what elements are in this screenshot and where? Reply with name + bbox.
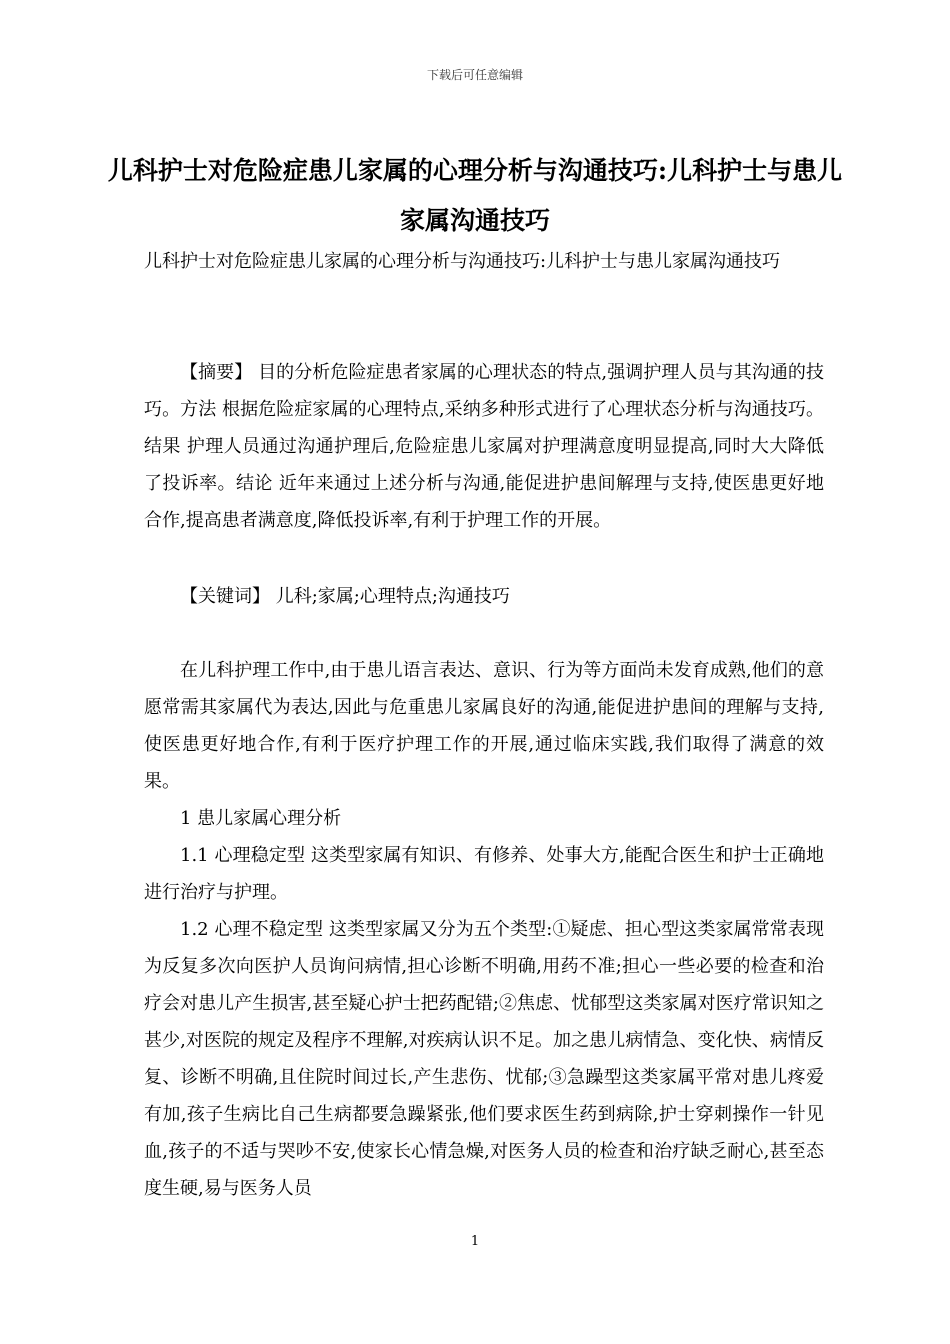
keywords-label: 【关键词】 [180,586,270,607]
abstract-text: 目的分析危险症患者家属的心理状态的特点,强调护理人员与其沟通的技巧。方法 根据危险症家属的心理特点,采纳多种形式进行了心理状态分析与沟通技巧。结果 护理人员通过沟通护理后,危险症患儿家属对护理满意度明显提高,同时大大降低了投诉率。结论 近年来通过上述分析与沟通,能促进护患间解理与支持,使医患更好地合作,提高患者满意度,降低投诉率,有利于护理工作的开展。 [144,362,825,531]
keywords-text: 儿科;家属;心理特点;沟通技巧 [270,586,510,607]
abstract-paragraph [144,354,824,539]
section-heading-1: 1 患儿家属心理分析 [180,808,342,829]
keywords-paragraph [144,578,824,615]
subtitle-text: 儿科护士对危险症患儿家属的心理分析与沟通技巧:儿科护士与患儿家属沟通技巧 [144,251,781,272]
header-note: 下载后可任意编辑 [426,68,523,82]
document-title: 儿科护士对危险症患儿家属的心理分析与沟通技巧:儿科护士与患儿家属沟通技巧 [107,156,843,235]
paragraph-1-1: 1.1 心理稳定型 这类型家属有知识、有修养、处事大方,能配合医生和护士正确地进行治疗与护理。 [144,845,824,903]
keywords-section [144,578,824,615]
abstract-label: 【摘要】 [180,362,253,383]
abstract-section [144,354,824,539]
document-subtitle [144,244,824,280]
main-body [144,652,824,1207]
page-number: 1 [470,1234,480,1249]
paragraph-1-2: 1.2 心理不稳定型 这类型家属又分为五个类型:①疑虑、担心型这类家属常常表现为反复多次向医护人员询问病情,担心诊断不明确,用药不准;担心一些必要的检查和治疗会对患儿产生损害,甚至疑心护士把药配错;②焦虑、忧郁型这类家属对医疗常识知之甚少,对医院的规定及程序不理解,对疾病认识不足。加之患儿病情急、变化快、病情反复、诊断不明确,且住院时间过长,产生悲伤、忧郁;③急躁型这类家属平常对患儿疼爱有加,孩子生病比自己生病都要急躁紧张,他们要求医生药到病除,护士穿刺操作一针见血,孩子的不适与哭吵不安,使家长心情急燥,对医务人员的检查和治疗缺乏耐心,甚至态度生硬,易与医务人员 [144,919,824,1199]
paragraph-intro: 在儿科护理工作中,由于患儿语言表达、意识、行为等方面尚未发育成熟,他们的意愿常需其家属代为表达,因此与危重患儿家属良好的沟通,能促进护患间的理解与支持,使医患更好地合作,有利于医疗护理工作的开展,通过临床实践,我们取得了满意的效果。 [144,660,824,792]
